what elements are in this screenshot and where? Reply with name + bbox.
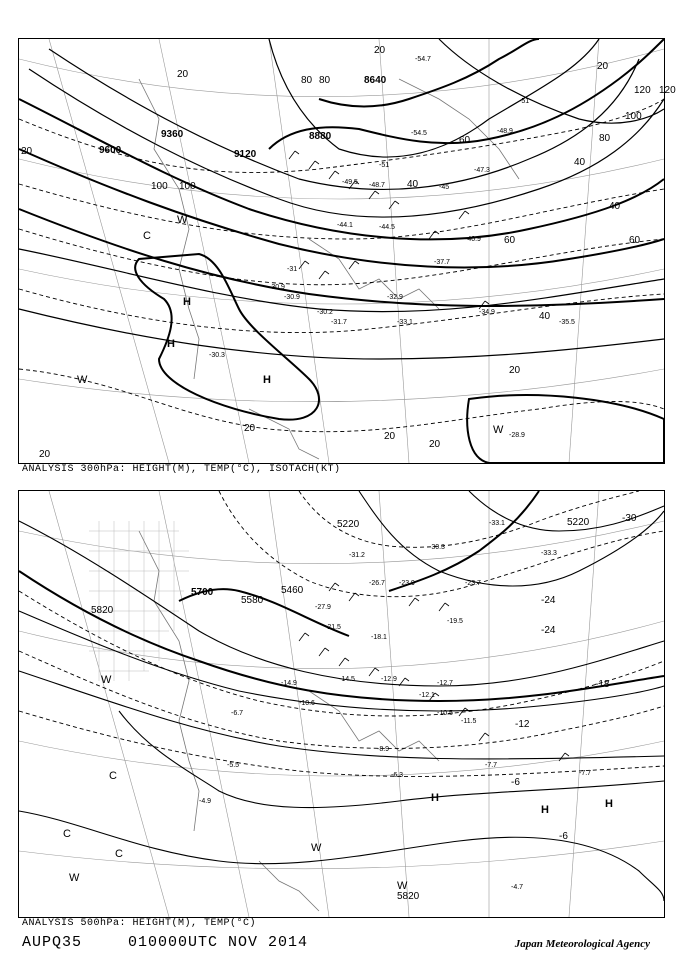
isotach-label: 100 — [151, 181, 168, 192]
analysis-500hpa-map — [18, 490, 665, 918]
high-label: H — [263, 374, 271, 386]
isotach-label: 80 — [301, 75, 313, 86]
high-label: H — [605, 798, 613, 810]
temp-label: -33.1 — [489, 520, 505, 527]
temp-label: -54.7 — [415, 56, 431, 63]
isotach-label: 40 — [407, 179, 419, 190]
temp-label: -6.7 — [231, 710, 244, 717]
analysis-300hpa-map — [18, 38, 676, 464]
height-label: 5700 — [191, 587, 214, 598]
isotach-label: 100 — [179, 181, 196, 192]
temp-label: -37.7 — [434, 259, 450, 266]
map-300hpa-svg — [19, 39, 676, 463]
temp-contour-label: -6 — [511, 777, 520, 788]
cold-label: C — [109, 770, 117, 782]
temp-label: -14.9 — [281, 680, 297, 687]
temp-labels-500 — [199, 520, 591, 891]
terrain-hatch-500 — [89, 521, 189, 681]
isotach-label: 20 — [39, 449, 51, 460]
temp-label: -19.5 — [447, 618, 463, 625]
temp-label: -8.9 — [377, 746, 390, 753]
height-label: 5220 — [337, 519, 360, 530]
isotach-label: 20 — [177, 69, 189, 80]
temp-label: -32.9 — [387, 294, 403, 301]
warm-label: W — [101, 674, 112, 686]
warm-label: W — [493, 424, 504, 436]
cold-label: C — [115, 848, 123, 860]
temp-label: -54.5 — [411, 130, 427, 137]
isotach-label: 80 — [599, 133, 611, 144]
isotach-label: 40 — [609, 201, 621, 212]
temp-label: -10.6 — [299, 700, 315, 707]
temp-label: -23.9 — [399, 580, 415, 587]
isotach-label: 20 — [429, 439, 441, 450]
temp-label: -45 — [439, 184, 450, 191]
cold-label: C — [63, 828, 71, 840]
temp-label: -33.3 — [541, 550, 557, 557]
graticule-300 — [19, 39, 664, 463]
caption-500hpa: ANALYSIS 500hPa: HEIGHT(M), TEMP(°C) — [22, 918, 257, 929]
cold-label: C — [143, 230, 151, 242]
temp-label: -35.5 — [559, 319, 575, 326]
temp-label: -4.7 — [511, 884, 524, 891]
high-label: H — [183, 296, 191, 308]
isotach-label: 60 — [459, 135, 471, 146]
high-label: H — [167, 338, 175, 350]
height-label: 5820 — [91, 605, 114, 616]
isotach-label: 20 — [374, 45, 386, 56]
temp-label: -12.7 — [437, 680, 453, 687]
valid-time: 010000UTC NOV 2014 — [128, 934, 309, 951]
temp-label: -30.9 — [269, 284, 285, 291]
temp-contour-label: -24 — [541, 595, 556, 606]
temp-label: -31 — [287, 266, 298, 273]
height-label: 8640 — [364, 75, 387, 86]
temp-label: -31.2 — [349, 552, 365, 559]
temp-label: -23.7 — [465, 580, 481, 587]
temp-contour-label: -6 — [559, 831, 568, 842]
temp-label: -18.1 — [371, 634, 387, 641]
temp-label: -12.9 — [381, 676, 397, 683]
temp-label: -31.7 — [331, 319, 347, 326]
isotach-label: 120 — [634, 85, 651, 96]
height-label: 5580 — [241, 595, 264, 606]
temp-label: -6.3 — [391, 772, 404, 779]
isotach-label: 40 — [574, 157, 586, 168]
isotach-label: 60 — [629, 235, 641, 246]
temp-label: -33.1 — [397, 319, 413, 326]
temp-label: -12.1 — [419, 692, 435, 699]
height-label: 9120 — [234, 149, 257, 160]
agency-name: Japan Meteorological Agency — [514, 938, 650, 950]
warm-label: W — [311, 842, 322, 854]
temp-label: -34.9 — [479, 309, 495, 316]
temp-label: -44.1 — [337, 222, 353, 229]
isotach-label: 20 — [597, 61, 609, 72]
high-label: H — [431, 792, 439, 804]
isotach-label: 80 — [319, 75, 331, 86]
temp-label: -48.9 — [497, 128, 513, 135]
warm-label: W — [177, 214, 188, 226]
temp-label: -47.3 — [474, 167, 490, 174]
temp-contour-label: -18 — [595, 679, 610, 690]
wind-barbs-500 — [299, 583, 569, 761]
temp-label: -44.5 — [379, 224, 395, 231]
temp-label: -21.5 — [325, 624, 341, 631]
temp-label: -30.3 — [429, 544, 445, 551]
height-label: 8880 — [309, 131, 332, 142]
isotach-label: 20 — [21, 146, 33, 157]
height-label: 5220 — [567, 517, 590, 528]
temp-label: -10.5 — [437, 710, 453, 717]
temp-label: -30.9 — [284, 294, 300, 301]
height-labels-500 — [91, 517, 590, 902]
temp-label: -51 — [379, 162, 390, 169]
temp-label: -48.7 — [369, 182, 385, 189]
temp-label: -14.5 — [339, 676, 355, 683]
temp-label: -49.5 — [342, 179, 358, 186]
chart-code: AUPQ35 — [22, 934, 83, 951]
warm-label: W — [77, 374, 88, 386]
temp-label: -51 — [519, 98, 530, 105]
warm-label: W — [397, 880, 408, 892]
temp-label: -30.3 — [209, 352, 225, 359]
temp-contour-label: -30 — [622, 513, 637, 524]
temp-label: -7.7 — [579, 770, 592, 777]
temp-label: -40.9 — [465, 236, 481, 243]
height-labels-300 — [99, 75, 387, 160]
isotach-label: 40 — [539, 311, 551, 322]
temp-label: -5.5 — [227, 762, 240, 769]
isotach-label: 20 — [384, 431, 396, 442]
height-label: 9600 — [99, 145, 122, 156]
isotach-label: 60 — [504, 235, 516, 246]
height-label: 5820 — [397, 891, 420, 902]
temp-label: -30.2 — [317, 309, 333, 316]
temp-label: -26.7 — [369, 580, 385, 587]
isotach-label: 100 — [625, 111, 642, 122]
temp-label: -4.9 — [199, 798, 212, 805]
isotach-label: 20 — [244, 423, 256, 434]
isotach-label: 20 — [509, 365, 521, 376]
temp-label: -28.9 — [509, 432, 525, 439]
temp-contour-label: -24 — [541, 625, 556, 636]
height-contours-300 — [19, 39, 664, 463]
temp-label: -27.9 — [315, 604, 331, 611]
map-500hpa-svg — [19, 491, 664, 917]
temp-contour-label: -12 — [515, 719, 530, 730]
isotach-label: 120 — [659, 85, 676, 96]
warm-label: W — [69, 872, 80, 884]
caption-300hpa: ANALYSIS 300hPa: HEIGHT(M), TEMP(°C), ISOTACH(KT) — [22, 464, 341, 475]
temp-label: -11.5 — [461, 718, 477, 725]
high-label: H — [541, 804, 549, 816]
height-label: 9360 — [161, 129, 184, 140]
temp-label: -7.7 — [485, 762, 498, 769]
height-label: 5460 — [281, 585, 304, 596]
